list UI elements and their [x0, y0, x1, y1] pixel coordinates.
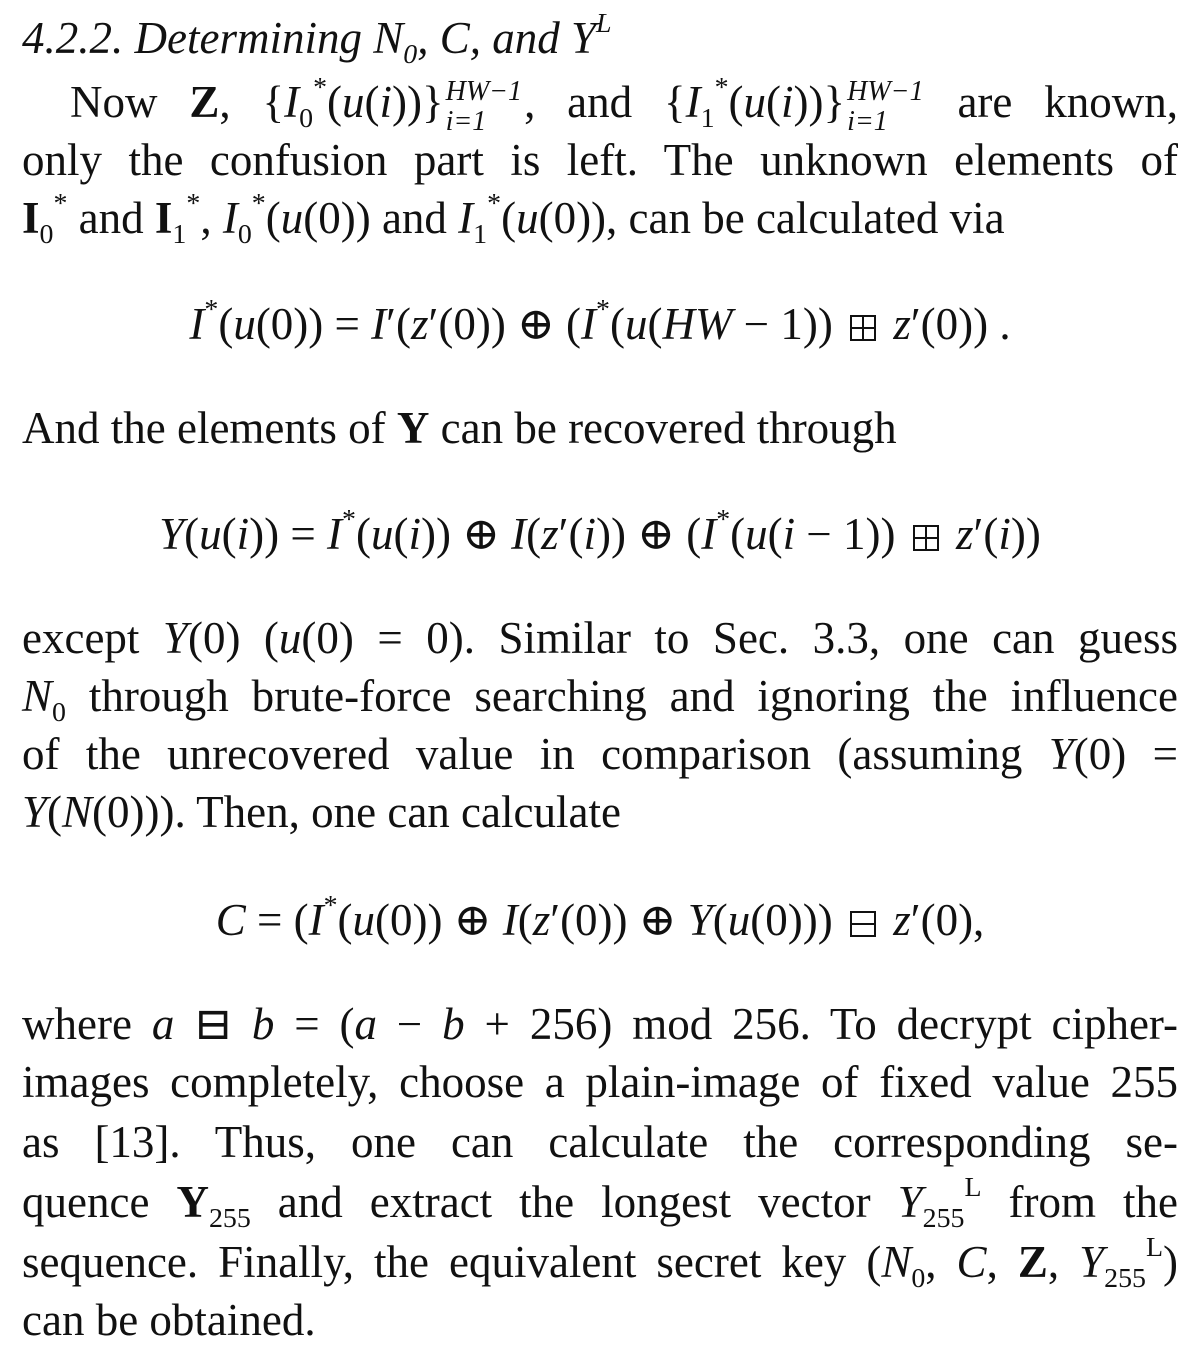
- section-heading: 4.2.2. Determining $N_0$, C, and $Y^L$: [22, 8, 612, 70]
- para4-line4: quence $Y_{255}$ and extract the longest vector $Y_{255}^L$ from the: [22, 1172, 1178, 1234]
- equation-c: C = (I*(u(0)) ⊕ I(z′(0)) ⊕ Y(u(0))) z′(0),: [215, 890, 985, 945]
- para1-line2: only the confusion part is left. The unknown elements of: [22, 135, 1178, 185]
- boxplus-operator: [913, 525, 939, 551]
- para4-line3: as [13]. Thus, one can calculate the corresponding se-: [22, 1117, 1178, 1167]
- para3-line2: $N_0$ through brute-force searching and ignoring the influence: [22, 671, 1178, 728]
- equation-i-star-u0: I*(u(0)) = I′(z′(0)) ⊕ (I*(u(HW − 1)) z′(0)) .: [189, 294, 1011, 349]
- boxminus-operator: [850, 911, 876, 937]
- para4-line5: sequence. Finally, the equivalent secret key ($N_0$, C, Z, $Y_{255}^L$): [22, 1232, 1179, 1294]
- boxplus-operator: [850, 315, 876, 341]
- para4-line2: images completely, choose a plain-image of fixed value 255: [22, 1057, 1178, 1107]
- para4-line1: where a ⊟ b = (a − b + 256) mod 256. To decrypt cipher-: [22, 999, 1178, 1049]
- para3-line4: Y(N(0))). Then, one can calculate: [22, 787, 621, 837]
- para1-line1: Now Z, $\{I_0^*(u(i))\}$ HW−1 i=1 , and $\{I_1^*(u(i))\}$ HW−1 i=1 are known,: [70, 72, 1178, 137]
- para1-line3: $I_0^*$ and $I_1^*$, $I_0^*(u(0))$ and $I_1^*(u(0))$, can be calculated via: [22, 188, 1005, 250]
- para2-line1: And the elements of Y can be recovered through: [22, 403, 897, 453]
- sub-sup-stack: HW−1 i=1: [847, 75, 924, 137]
- para4-line6: can be obtained.: [22, 1295, 316, 1345]
- equation-y-ui: Y(u(i)) = I*(u(i)) ⊕ I(z′(i)) ⊕ (I*(u(i − 1)) z′(i)): [159, 504, 1041, 559]
- para3-line3: of the unrecovered value in comparison (assuming Y(0) =: [22, 729, 1178, 779]
- para3-line1: except Y(0) (u(0) = 0). Similar to Sec. 3.3, one can guess: [22, 613, 1179, 663]
- sub-sup-stack: HW−1 i=1: [445, 75, 523, 137]
